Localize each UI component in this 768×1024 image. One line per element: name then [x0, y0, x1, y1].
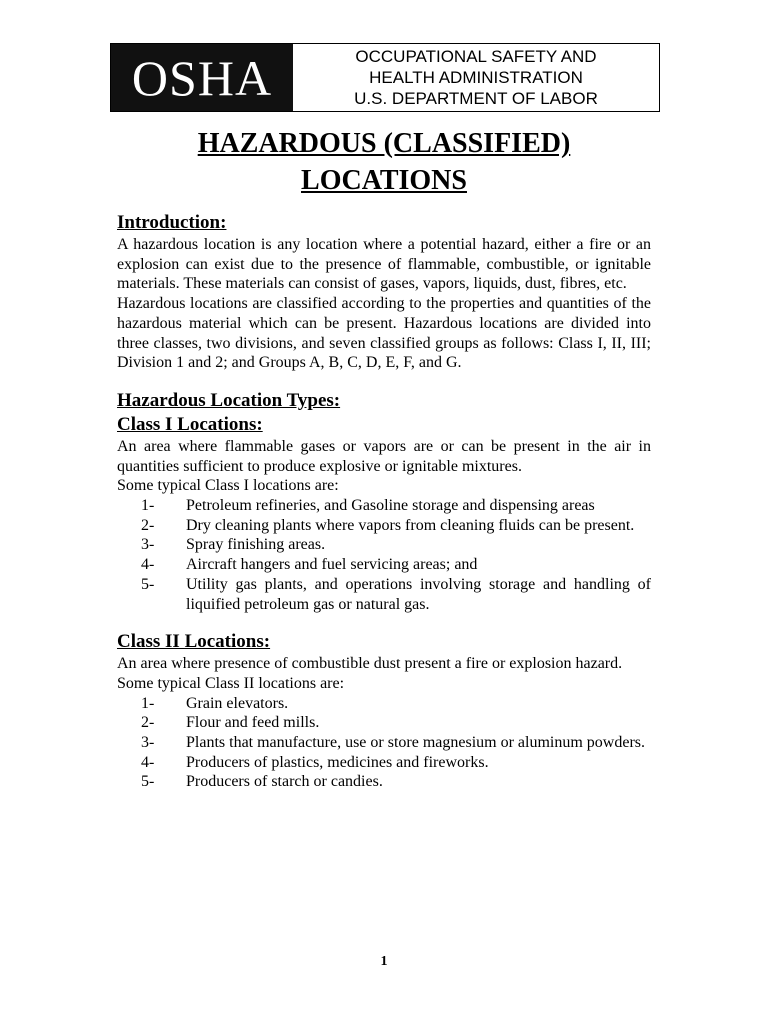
document-body [117, 211, 651, 792]
class1-list-intro: Some typical Class I locations are: [117, 477, 339, 495]
list-item-number: 3- [141, 734, 155, 752]
class1-heading: Class I Locations: [117, 413, 263, 435]
list-item-number: 4- [141, 556, 155, 574]
list-item-text: Aircraft hangers and fuel servicing areas; and [186, 556, 478, 574]
list-item-text: Plants that manufacture, use or store magnesium or aluminum powders. [186, 734, 646, 752]
class2-heading: Class II Locations: [117, 631, 271, 653]
title-line-1: HAZARDOUS (CLASSIFIED) [197, 128, 571, 159]
document-title [0, 125, 768, 199]
list-item-number: 3- [141, 536, 155, 554]
introduction-paragraph-2: Hazardous locations are classified according to the properties and quantities of the hazardous material which can be present. Hazardous locations are divided into three classes, two divisions, and seven classified groups as follows: Class I, II, III; Division 1 and 2; and Groups A, B, C, D, E, F, and G. [117, 295, 651, 372]
list-item-text: Producers of plastics, medicines and fireworks. [186, 753, 489, 771]
title-line-2: LOCATIONS [301, 165, 467, 196]
agency-line-1: OCCUPATIONAL SAFETY AND [355, 47, 597, 66]
class2-list-intro: Some typical Class II locations are: [117, 674, 345, 692]
list-item [117, 535, 651, 555]
introduction-heading: Introduction: [117, 212, 227, 233]
list-item-text: Dry cleaning plants where vapors from cleaning fluids can be present. [186, 516, 635, 534]
class2-list [117, 694, 651, 793]
list-item-text: Utility gas plants, and operations involving storage and handling of liquified petroleum gas or natural gas. [186, 575, 651, 613]
page-number: 1 [380, 954, 388, 969]
list-item [117, 575, 651, 614]
agency-line-3: U.S. DEPARTMENT OF LABOR [354, 89, 598, 108]
list-item [117, 772, 651, 792]
list-item-number: 1- [141, 694, 155, 712]
list-item-number: 1- [141, 497, 155, 515]
class1-list [117, 496, 651, 614]
list-item-text: Producers of starch or candies. [186, 773, 383, 791]
osha-logo: OSHA [111, 44, 293, 111]
class1-description: An area where flammable gases or vapors are or can be present in the air in quantities sufficient to produce explosive or ignitable mixtures. [117, 437, 651, 475]
list-item [117, 753, 651, 773]
list-item [117, 555, 651, 575]
list-item-text: Spray finishing areas. [186, 536, 326, 554]
list-item-number: 2- [141, 714, 155, 732]
list-item [117, 694, 651, 714]
list-item [117, 733, 651, 753]
list-item [117, 516, 651, 536]
agency-line-2: HEALTH ADMINISTRATION [369, 68, 583, 87]
list-item [117, 713, 651, 733]
document-header [110, 43, 660, 112]
list-item-number: 4- [141, 753, 155, 771]
location-types-heading: Hazardous Location Types: [117, 389, 341, 411]
list-item-text: Grain elevators. [186, 694, 289, 712]
list-item-number: 2- [141, 516, 155, 534]
class2-description: An area where presence of combustible dust present a fire or explosion hazard. [117, 655, 623, 673]
agency-name [293, 44, 659, 111]
list-item [117, 496, 651, 516]
list-item-text: Petroleum refineries, and Gasoline storage and dispensing areas [186, 497, 595, 515]
list-item-number: 5- [141, 575, 155, 593]
list-item-text: Flour and feed mills. [186, 714, 320, 732]
list-item-number: 5- [141, 773, 155, 791]
introduction-paragraph-1: A hazardous location is any location where a potential hazard, either a fire or an explosion can exist due to the presence of flammable, combustible, or ignitable materials. These materials can consist of gases, vapors, liquids, dust, fibres, etc. [117, 236, 651, 293]
